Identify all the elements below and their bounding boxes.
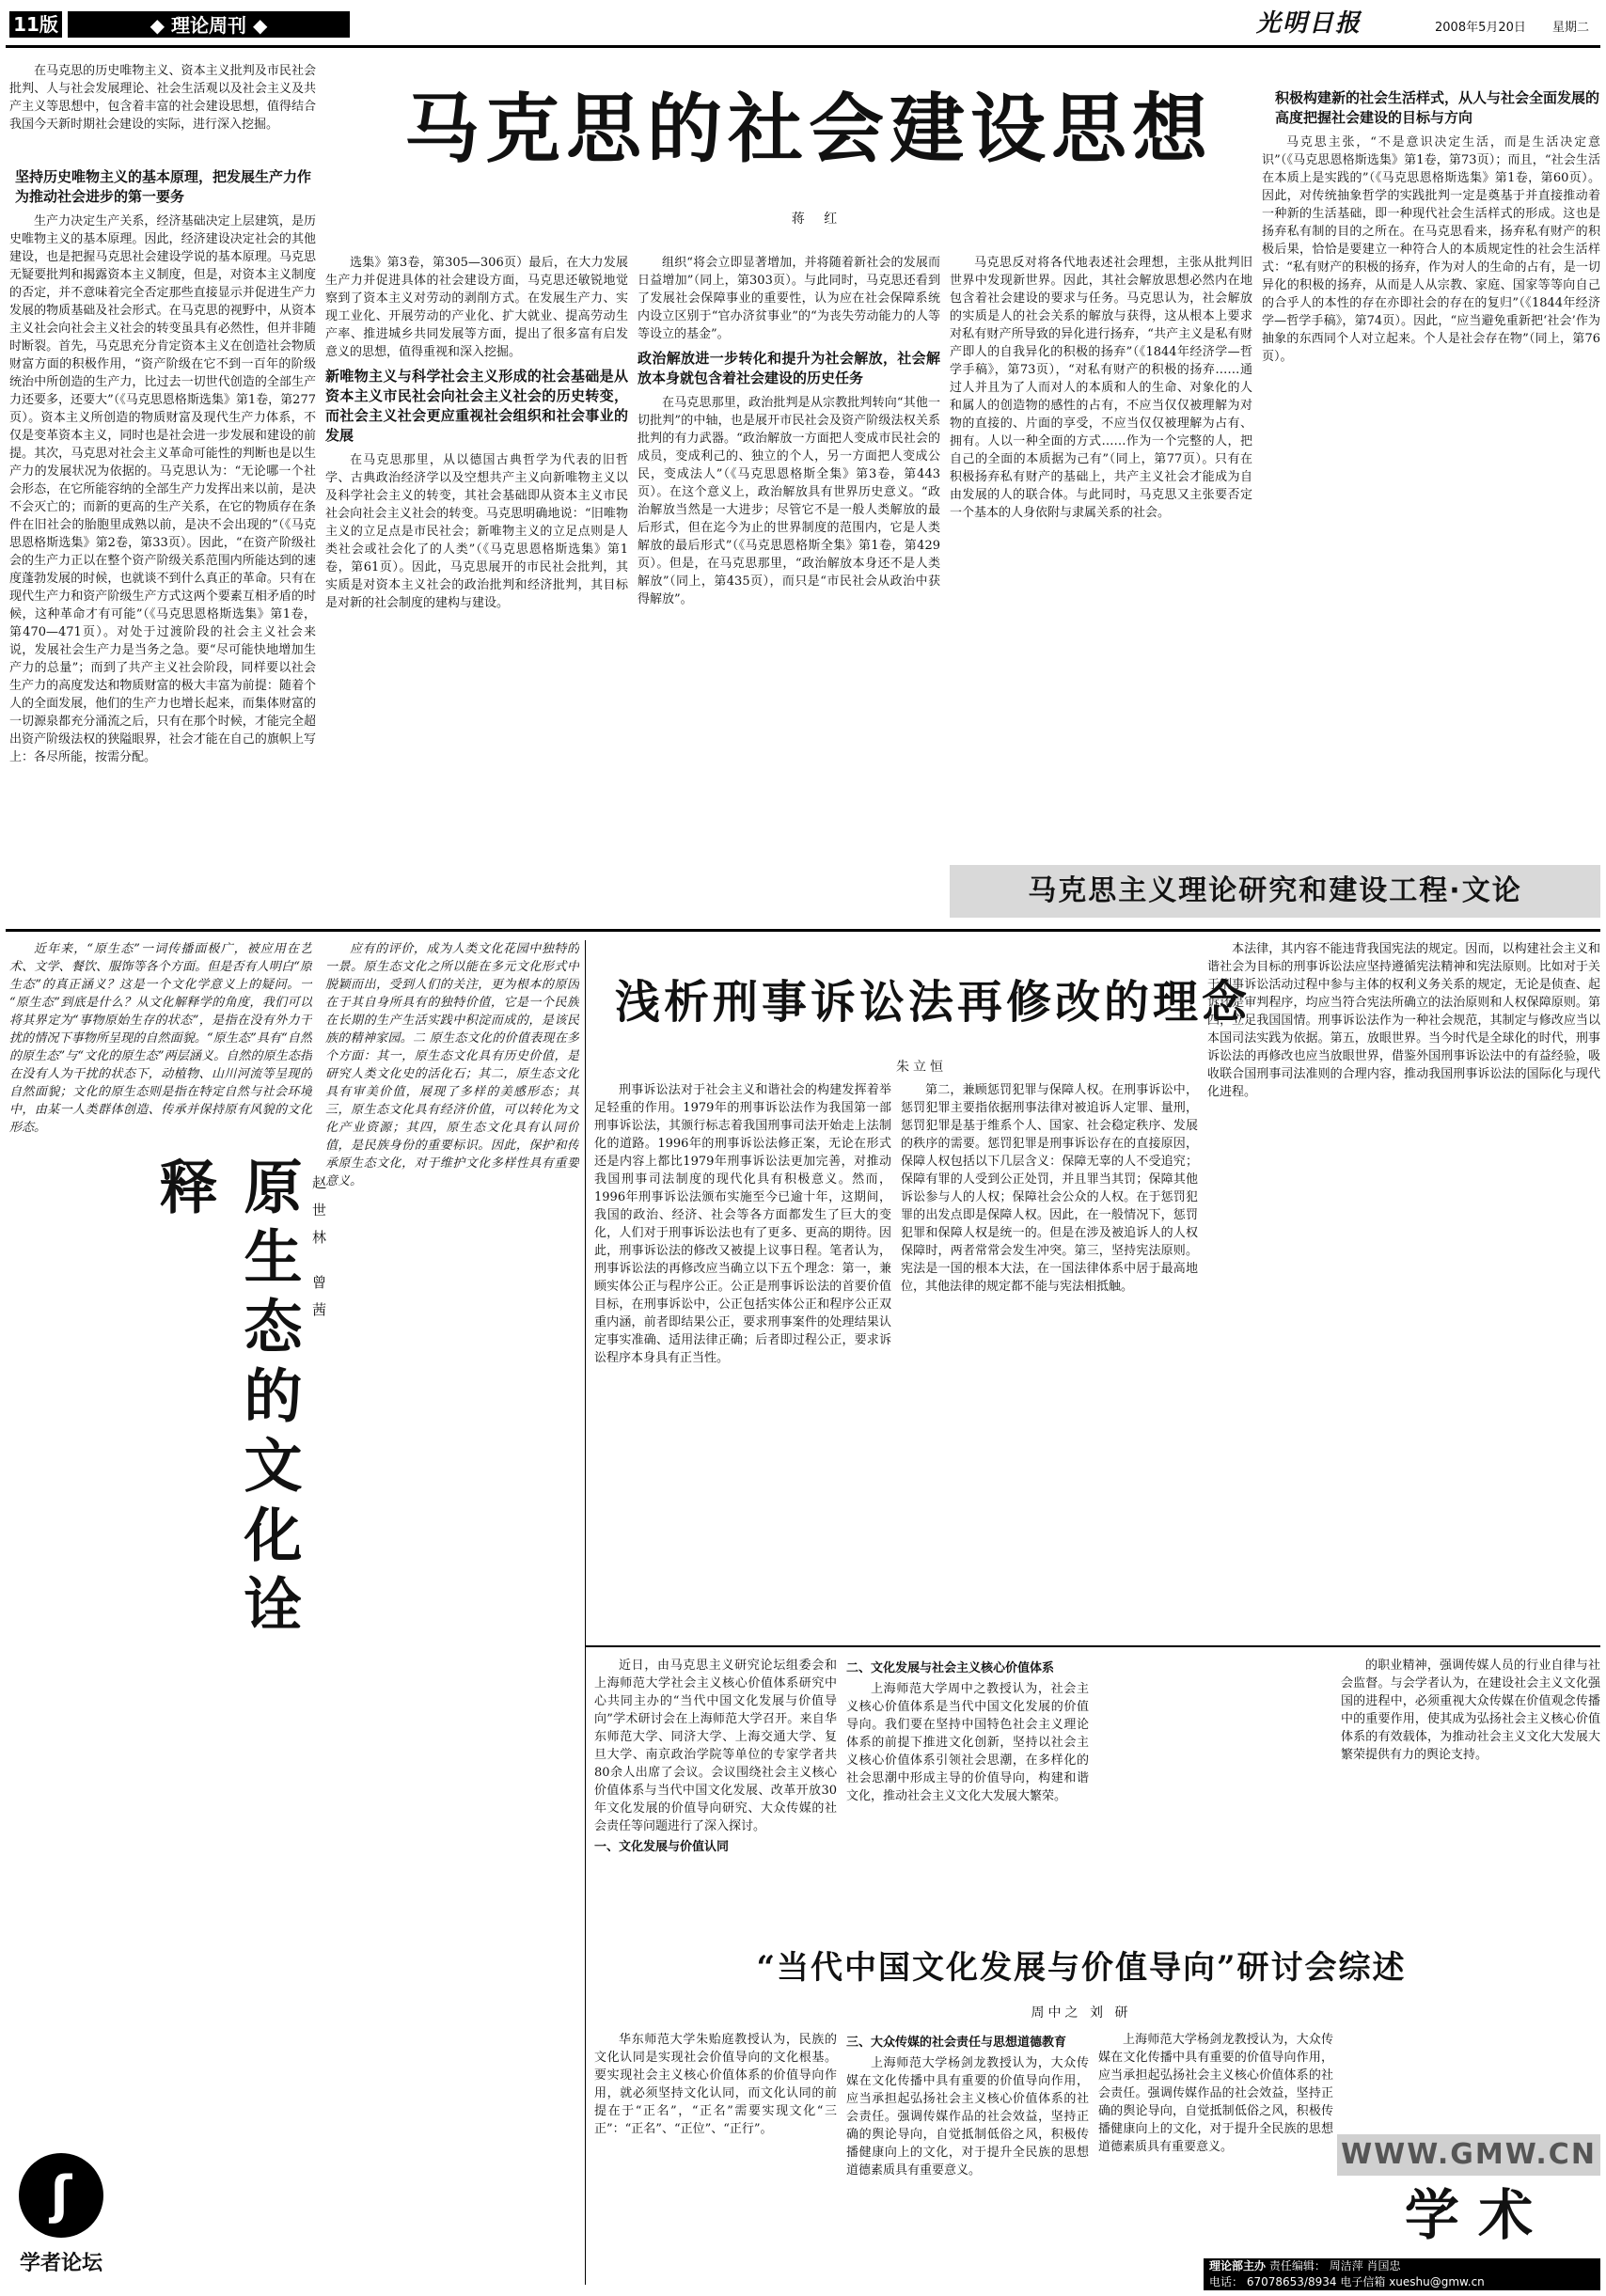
- diamond-icon: ◆: [252, 14, 268, 37]
- footer-editor-label: 责任编辑：: [1268, 2259, 1326, 2272]
- article1-column-4: [950, 254, 1252, 856]
- footer-line-2: [1204, 2274, 1600, 2290]
- column-divider-left: [585, 940, 586, 2285]
- footer-line-1: [1204, 2258, 1600, 2274]
- article2-col2-text: 第二，兼顾惩罚犯罪与保障人权。在刑事诉讼中，惩罚犯罪主要指依据刑事法律对被追诉人定罪、量刑，惩罚犯罪是基于维系个人、国家、社会稳定秩序、发展的秩序的需要。惩罚犯罪是刑事诉讼存在的直接原因，保障人权包括以下几层含义：保障无辜的人不受追究；保障有罪的人受到公正处罚，并且罪当其罚；保障其他诉讼参与人的人权；保障社会公众的人权。在于惩罚犯罪的出发点即是保障人权。因此，在一般情况下，惩罚犯罪和保障人权是统一的。但是在涉及被追诉人的人权保障时，两者常常会发生冲突。第三，坚持宪法原则。宪法是一国的根本大法，在一国法律体系中居于最高地位，其他法律的规定都不能与宪法相抵触。: [901, 1083, 1198, 1294]
- article1-subhead-3: 政治解放进一步转化和提升为社会解放，社会解放本身就包含着社会建设的历史任务: [638, 350, 940, 386]
- section-footer-title: 学 术: [1404, 2183, 1534, 2247]
- forum-logo-icon: ʃ: [19, 2153, 103, 2238]
- article3-column-2: [325, 940, 579, 2134]
- article2-column-2: [901, 1081, 1198, 1638]
- article4-col3b-text: 上海师范大学杨剑龙教授认为，大众传媒在文化传播中具有重要的价值导向作用，应当承担起弘扬社会主义核心价值体系的社会责任。强调传媒作品的社会效益，坚持正确的舆论导向，自觉抵制低俗之风，积极传播健康向上的文化，对于提升全民族的思想道德素质具有重要意义。: [1098, 2033, 1333, 2154]
- article1-column-2: [325, 254, 628, 913]
- article4-col1-text: 华东师范大学朱贻庭教授认为，民族的文化认同是实现社会价值导向的文化根基。要实现社会主义核心价值体系的价值导向作用，就必须坚持文化认同，而文化认同的前提在于“正名”，“正名”需要实现文化“三正”：“正名”、“正位”、“正行”。: [594, 2033, 837, 2136]
- article1-col3b-text: 在马克思那里，政治批判是从宗教批判转向“其他一切批判”的中轴，也是展开市民社会及资产阶级法权关系批判的有力武器。“政治解放一方面把人变成市民社会的成员，变成利己的、独立的个人，另一方面把人变成公民，变成法人”（《马克思恩格斯全集》第3卷，第443页）。在这个意义上，政治解放具有世界历史意义。“政治解放当然是一大进步；尽管它不是一般人类解放的最后形式，但在迄今为止的世界制度的范围内，它是人类解放的最后形式”（《马克思恩格斯全集》第1卷，第429页）。但是，在马克思那里，“政治解放本身还不是人类解放”（同上，第435页），而只是“市民社会从政治中获得解放”。: [638, 396, 940, 606]
- article1-author: 蒋 红: [791, 212, 845, 227]
- article3-title: 原生态的文化诠释: [226, 1156, 310, 1683]
- issue-weekday: 星期二: [1552, 21, 1590, 35]
- article4-subhead-2: 二、文化发展与社会主义核心价值体系: [846, 1661, 1055, 1675]
- article1-col2b-text: 在马克思那里，从以德国古典哲学为代表的旧哲学、古典政治经济学以及空想共产主义向新唯物主义以及科学社会主义的转变，其社会基础即从资本主义市民社会向社会主义社会的转变。马克思明确地说：“旧唯物主义的立足点是市民社会；新唯物主义的立足点则是人类社会或社会化了的人类”（《马克思恩格斯选集》第1卷，第61页）。因此，马克思展开的市民社会批判，其实质是对资本主义社会的政治批判和经济批判，其目标是对新的社会制度的建构与建设。: [325, 453, 628, 610]
- diamond-icon: ◆: [150, 14, 165, 37]
- website-url[interactable]: WWW.GMW.CN: [1337, 2134, 1600, 2176]
- section-divider-1: [6, 929, 1600, 932]
- article1-subhead-4: 积极构建新的社会生活样式，从人与社会全面发展的高度把握社会建设的目标与方向: [1275, 89, 1600, 126]
- article1-col3-text: 组织“将会立即显著增加，并将随着新社会的发展而日益增加”（同上，第303页）。与此同时，马克思还看到了发展社会保障事业的重要性，认为应在社会保障系统内设立区别于“官办济贫事业”的“为丧失劳动能力的人等等设立的基金”。: [638, 256, 940, 341]
- footer-email-label: 电子信箱: [1340, 2275, 1386, 2288]
- footer-email[interactable]: xueshu@gmw.cn: [1389, 2275, 1485, 2288]
- article4-col3-text: 上海师范大学杨剑龙教授认为，大众传媒在文化传播中具有重要的价值导向作用，应当承担起弘扬社会主义核心价值体系的社会责任。强调传媒作品的社会效益，坚持正确的舆论导向，自觉抵制低俗之风，积极传播健康向上的文化，对于提升全民族的思想道德素质具有重要意义。: [846, 2056, 1089, 2178]
- page-header: [6, 6, 1600, 43]
- article4-column-1b: [594, 2031, 837, 2285]
- article4-author: 周中之 刘 研: [1031, 2005, 1132, 2021]
- article1-subhead-2: 新唯物主义与科学社会主义形成的社会基础是从资本主义市民社会向社会主义社会的历史转变，而社会主义社会更应重视社会组织和社会事业的发展: [325, 368, 628, 444]
- section-divider-2: [585, 1645, 1600, 1647]
- article4-column-2: [846, 1657, 1089, 1939]
- footer-dept: 理论部主办: [1209, 2259, 1267, 2272]
- article4-intro-text: 近日，由马克思主义研究论坛组委会和上海师范大学社会主义核心价值体系研究中心共同主办的“当代中国文化发展与价值导向”学术研讨会在上海师范大学召开。来自华东师范大学、同济大学、上海交通大学、复旦大学、南京政治学院等单位的专家学者共80余人出席了会议。会议围绕社会主义核心价值体系与当代中国文化发展、改革开放30年文化发展的价值导向研究、大众传媒的社会责任等问题进行了深入探讨。: [594, 1659, 837, 1833]
- forum-label: 学者论坛: [19, 2252, 102, 2275]
- article1-col4-text: 马克思反对将各代地表述社会理想，主张从批判旧世界中发现新世界。因此，其社会解放思想必然内在地包含着社会建设的要求与任务。马克思认为，社会解放的实质是人的社会关系的解放与获得，这从根本上要求对私有财产所导致的异化进行扬弃，“共产主义是私有财产即人的自我异化的积极的扬弃”（《1844年经济学—哲学手稿》，第73页），“对私有财产的积极的扬弃……通过人并且为了人而对人的本质和人的生命、对象化的人和属人的创造物的感性的占有，不应当仅仅被理解为对物的直接的、片面的享受，不应当仅仅被理解为占有、拥有。人以一种全面的方式……作为一个完整的人，把自己的全面的本质据为己有”（同上，第77页）。只有在积极扬弃私有财产的基础上，共产主义社会才能成为自由发展的人的联合体。与此同时，马克思又主张要否定一个基本的人身依附与隶属关系的社会。: [950, 256, 1252, 520]
- footer-phone-label: 电话：: [1209, 2275, 1244, 2288]
- article4-subhead-1: 一、文化发展与价值认同: [594, 1840, 730, 1854]
- footer-bar: [1204, 2258, 1600, 2290]
- article2-title: 浅析刑事诉讼法再修改的理念: [614, 976, 1251, 1029]
- article4-col2-text: 上海师范大学周中之教授认为，社会主义核心价值体系是当代中国文化发展的价值导向。我们要在坚持中国特色社会主义理论体系的前提下推进文化创新，坚持以社会主义核心价值体系引领社会思潮，在多样化的社会思潮中形成主导的价值导向，构建和谐文化，推动社会主义文化大发展大繁荣。: [846, 1682, 1089, 1803]
- article1-column-3: [638, 254, 940, 913]
- header-rule: [6, 45, 1600, 48]
- footer-phone: 67078653/8934: [1246, 2275, 1337, 2288]
- article4-column-3: [846, 2031, 1089, 2285]
- article1-col5-text: 马克思主张，“不是意识决定生活，而是生活决定意识”（《马克思恩格斯选集》第1卷，第73页）；而且，“社会生活在本质上是实践的”（《马克思恩格斯选集》第1卷，第60页）。因此，对传统抽象哲学的实践批判一定是奠基于并直接推动着一种新的生活基础，即一种现代社会生活样式的形成。这也是扬弃私有制的目的之所在。在马克思看来，扬弃私有财产的积极后果，恰恰是要建立一种符合人的本质规定性的社会生活样式：“私有财产的积极的扬弃，作为对人的生命的占有，是一切异化的积极的扬弃，从而是人从宗教、家庭、国家等等向自己的合乎人的本性的存在亦即社会的存在的复归”（《1844年经济学—哲学手稿》，第74页）。因此，“应当避免重新把‘社会’作为抽象的东西同个人对立起来。个人是社会存在物”（同上，第76页）。: [1262, 135, 1600, 364]
- article3-col2-text: 应有的评价，成为人类文化花园中独特的一景。原生态文化之所以能在多元文化形式中脱颖而出，受到人们的关注，更为根本的原因在于其自身所具有的独特价值，它是一个民族在长期的生产生活实践中积淀而成的，是该民族的精神家园。二 原生态文化的价值表现在多个方面：其一，原生态文化具有历史价值，是研究人类文化史的活化石；其二，原生态文化具有审美价值，展现了多样的美感形态；其三，原生态文化具有经济价值，可以转化为文化产业资源；其四，原生态文化具有认同价值，是民族身份的重要标识。因此，保护和传承原生态文化，对于维护文化多样性具有重要意义。: [325, 942, 579, 1188]
- article2-author: 朱立恒: [896, 1060, 947, 1075]
- article4-column-3b: [1098, 2031, 1333, 2219]
- article3-author: 赵世林 曾茜: [310, 1175, 327, 1329]
- article1-intro-text: 在马克思的历史唯物主义、资本主义批判及市民社会批判、人与社会发展理论、社会生活观以及社会主义及共产主义等思想中，包含着丰富的社会建设思想，值得结合我国今天新时期社会建设的实际，进行深入挖掘。: [9, 64, 316, 132]
- article1-intro: [9, 62, 316, 165]
- article2-column-3: [1207, 940, 1600, 1636]
- article1-title: 马克思的社会建设思想: [404, 86, 1213, 173]
- forum-logo: [9, 2153, 113, 2285]
- article2-col3-text: 本法律，其内容不能违背我国宪法的规定。因而，以构建社会主义和谐社会为目标的刑事诉讼法应坚持遵循宪法精神和宪法原则。比如对于关于刑事诉讼活动过程中参与主体的权利义务关系的规定，无论是侦查、起诉还是审判程序，均应当符合宪法所确立的法治原则和人权保障原则。第四，立足我国国情。刑事诉讼法作为一种社会规范，其制定与修改应当以本国司法实践为依据。第五，放眼世界。当今时代是全球化的时代，刑事诉讼法的再修改也应当放眼世界，借鉴外国刑事诉讼法中的有益经验，吸收联合国刑事司法准则的合理内容，推动我国刑事诉讼法的国际化与现代化进程。: [1207, 942, 1600, 1099]
- project-banner: 马克思主义理论研究和建设工程·文论: [950, 865, 1600, 918]
- article2-column-1: [594, 1081, 891, 1638]
- article1-col2-text: 选集》第3卷，第305—306页）最后，在大力发展生产力并促进具体的社会建设方面，马克思还敏锐地觉察到了资本主义对劳动的剥削方式。在发展生产力、实现工业化、开展劳动的产业化、扩大就业、提高劳动生产率、推进城乡共同发展等方面，提出了很多富有启发意义的思想，值得重视和深入挖掘。: [325, 256, 628, 359]
- article1-column-5: [1262, 56, 1600, 856]
- article4-intro: [594, 1657, 837, 1939]
- masthead-logo: 光明日报: [1256, 9, 1362, 38]
- article1-subhead-1: 坚持历史唯物主义的基本原理，把发展生产力作为推动社会进步的第一要务: [15, 168, 312, 205]
- article1-col1-text: 生产力决定生产关系，经济基础决定上层建筑，是历史唯物主义的基本原理。因此，经济建设决定社会的其他建设，也是把握马克思社会建设学说的基本原理。马克思无疑要批判和揭露资本主义制度，但是，对资本主义制度的否定，并不意味着完全否定那些直接显示并促进生产力发展的物质基础及社会形式。在马克思的视野中，从资本主义社会向社会主义社会的转变虽具有必然性，但并非随时断裂。首先，马克思充分肯定资本主义在创造社会物质财富方面的积极作用，“资产阶级在它不到一百年的阶级统治中所创造的生产力，比过去一切世代创造的全部生产力还要多，还要大”（《马克思恩格斯选集》第1卷，第277页）。资本主义所创造的物质财富及现代生产力体系，不仅是变革资本主义，同时也是社会进一步发展和建设的前提。其次，马克思对社会主义革命可能性的判断也是以生产力的发展状况为依据的。马克思认为：“无论哪一个社会形态，在它所能容纳的全部生产力发挥出来以前，是决不会灭亡的；而新的更高的生产关系，在它的物质存在条件在旧社会的胎胞里成熟以前，是决不会出现的”（《马克思恩格斯选集》第2卷，第33页）。因此，“在资产阶级社会的生产力正以在整个资产阶级关系范围内所能达到的速度蓬勃发展的时候，也就谈不到什么真正的革命。只有在现代生产力和资产阶级生产方式这两个要素互相矛盾的时候，这种革命才有可能”（《马克思恩格斯选集》第1卷，第470—471页）。对处于过渡阶段的社会主义社会来说，发展社会生产力是当务之急。要“尽可能快地增加生产力的总量”；而到了共产主义社会阶段，同样要以社会生产力的高度发达和物质财富的极大丰富为前提：随着个人的全面发展，他们的生产力也增长起来，而集体财富的一切源泉都充分涌流之后，只有在那个时候，才能完全超出资产阶级法权的狭隘眼界，社会才能在自己的旗帜上写上：各尽所能，按需分配。: [9, 214, 316, 764]
- article1-col5-body: [1262, 134, 1600, 848]
- article4-col4-text: 的职业精神，强调传媒人员的行业自律与社会监督。与会学者认为，在建设社会主义文化强国的进程中，必须重视大众传媒在价值观念传播中的重要作用，使其成为弘扬社会主义核心价值体系的有效载体，为推动社会主义文化大发展大繁荣提供有力的舆论支持。: [1341, 1659, 1600, 1762]
- issue-date: 2008年5月20日: [1435, 21, 1526, 35]
- article3-col1-text: 近年来，“原生态”一词传播面极广，被应用在艺术、文学、餐饮、服饰等各个方面。但是否有人明白“原生态”的真正涵义？这是一个文化学意义上的疑问。一 “原生态”到底是什么？从文化解释学的角度，我们可以将其界定为“事物原始生存的状态”，是指在没有外力干扰的情况下事物所呈现的自然面貌。“原生态”具有“自然的原生态”与“文化的原生态”两层涵义。自然的原生态指在没有人为干扰的状态下，动植物、山川河流等呈现的自然面貌；文化的原生态则是指在特定自然与社会环境中，由某一人类群体创造、传承并保持原有风貌的文化形态。: [9, 942, 312, 1135]
- article4-column-4: [1341, 1657, 1600, 2127]
- section-name: 理论周刊: [171, 14, 246, 37]
- section-badge: [68, 11, 350, 38]
- footer-editors: 周洁萍 肖国忠: [1329, 2259, 1401, 2272]
- article4-subhead-3: 三、大众传媒的社会责任与思想道德教育: [846, 2036, 1067, 2050]
- article4-title: “当代中国文化发展与价值导向”研讨会综述: [743, 1946, 1420, 1989]
- article2-col1-text: 刑事诉讼法对于社会主义和谐社会的构建发挥着举足轻重的作用。1979年的刑事诉讼法作为我国第一部刑事诉讼法，其颁行标志着我国刑事司法开始走上法制化的道路。1996年的刑事诉讼法修正案，无论在形式还是内容上都比1979年刑事诉讼法更加完善，对推动我国刑事司法制度的现代化具有积极意义。然而，1996年刑事诉讼法颁布实施至今已逾十年，这期间，我国的政治、经济、社会等各方面都发生了巨大的变化，人们对于刑事诉讼法也有了更多、更高的期待。因此，刑事诉讼法的修改又被提上议事日程。笔者认为，刑事诉讼法的再修改应当确立以下五个理念：第一，兼顾实体公正与程序公正。公正是刑事诉讼法的首要价值目标，在刑事诉讼中，公正包括实体公正和程序公正双重内涵，前者即结果公正，要求刑事案件的处理结果认定事实准确、适用法律正确；后者即过程公正，要求诉讼程序本身具有正当性。: [594, 1083, 891, 1365]
- page-number: 11版: [9, 11, 62, 38]
- article1-column-1: [9, 212, 316, 913]
